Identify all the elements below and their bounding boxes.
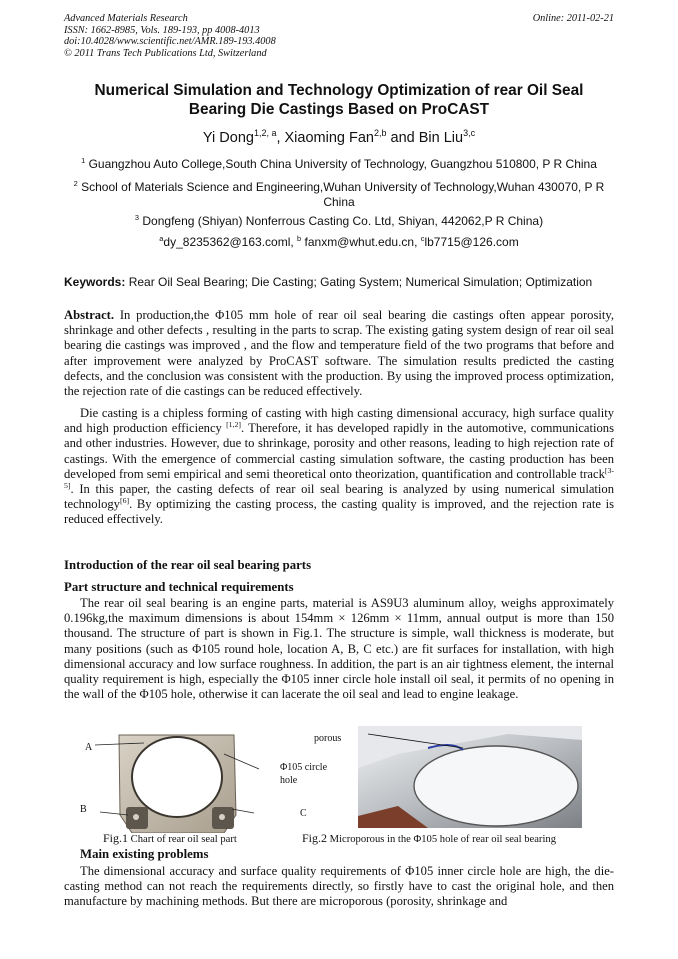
label-c: C: [300, 808, 307, 819]
affiliation-text: School of Materials Science and Engineering,Wuhan University of Technology,Wuhan 430070, P R China: [81, 180, 605, 209]
label-phi105-circle: Φ105 circle: [280, 762, 328, 773]
author-separator: ,: [276, 130, 285, 146]
label-porous: porous: [314, 733, 342, 744]
caption-text: Chart of rear oil seal part: [128, 834, 237, 845]
label-hole: hole: [280, 775, 298, 786]
citation: [3-5]: [64, 465, 614, 490]
copyright-line: © 2011 Trans Tech Publications Ltd, Switzerland: [64, 47, 267, 59]
phi105-hole: [132, 737, 222, 817]
subsection-heading: Part structure and technical requirements: [64, 580, 294, 594]
figure-2-caption: [302, 831, 556, 846]
email-mark: b: [297, 234, 302, 243]
keywords-line: [64, 275, 616, 289]
citation: [1,2]: [226, 420, 242, 430]
title-line-2: Bearing Die Castings Based on ProCAST: [188, 100, 490, 118]
email-line: [64, 235, 614, 250]
author-affiliation-mark: 3,c: [463, 128, 476, 139]
author-separator: and: [386, 130, 419, 146]
subsection-heading: Main existing problems: [80, 847, 209, 861]
intro-text: . In this paper, the casting defects of rear oil seal bearing is analyzed by using numerical simulation technology: [64, 482, 614, 512]
abstract-label: Abstract.: [64, 308, 115, 322]
title-line-1: Numerical Simulation and Technology Optimization of rear Oil Seal: [94, 82, 584, 99]
author-affiliation-mark: 1,2, a: [253, 128, 277, 139]
doi-line: doi:10.4028/www.scientific.net/AMR.189-193.4008: [64, 36, 276, 48]
affiliation-number: 3: [134, 213, 140, 222]
affiliation-2: [64, 180, 614, 209]
label-a: A: [85, 742, 93, 753]
caption-number: Fig.2: [302, 831, 328, 845]
figure-1-caption: [103, 831, 237, 846]
email-text: lb7715@126.com: [424, 235, 519, 249]
structure-paragraph: The rear oil seal bearing is an engine parts, material is AS9U3 aluminum alloy, weighs approximately 0.196kg,the maximum dimensions is about 154mm × 126mm × 11mm, annual output is more than 150 thousand. The structure of part is shown in Fig.1. The structure is simple, wall thickness is moderate, but many positions (such as Φ105 round hole, location A, B, C etc.) are fit surfaces for installation, with high dimensional accuracy and low surface roughness. In addition, the part is an air tightness element, the internal quality requirement is high, especially the Φ105 inner circle hole install oil seal, it permits of no opening in the wall of the Φ105 hole, otherwise it can lacerate the oil seal and lead to engine leakage.: [64, 596, 614, 702]
caption-text: Microporous in the Φ105 hole of rear oil seal bearing: [327, 834, 556, 845]
keywords-text: Rear Oil Seal Bearing; Die Casting; Gating System; Numerical Simulation; Optimization: [125, 275, 593, 289]
affiliation-3: [64, 214, 614, 229]
citation: [6]: [119, 496, 130, 506]
section-heading: Introduction of the rear oil seal bearing parts: [64, 558, 312, 572]
intro-text: Die casting is a chipless forming of casting with high casting dimensional accuracy, high surface quality and high production efficiency: [64, 406, 614, 436]
bore-wall: [414, 746, 578, 826]
intro-paragraph: [64, 406, 614, 528]
abstract-text: In production,the Φ105 mm hole of rear oil seal bearing die castings often appear porosity, shrinkage and other defects , resulting in the parts to scrap. The existing gating system design of rear oil seal bearing die castings was improved , and the flow and temperature field of the two programs that before and after improvement were analyzed by ProCAST software. The simulation results predicted the casting defects, and the conclusion was consistent with the production. By using the improved process optimization, the rejection rate of die castings can be reduced effectively.: [64, 308, 614, 399]
figure-2-microporous-photo: [358, 726, 582, 828]
affiliation-1: [64, 157, 614, 172]
paper-title: [64, 82, 614, 119]
issn-line: ISSN: 1662-8985, Vols. 189-193, pp 4008-4013: [64, 24, 260, 36]
affiliation-number: 2: [73, 179, 78, 188]
keywords-label: Keywords:: [64, 275, 126, 289]
email-mark: a: [159, 234, 164, 243]
problems-paragraph: The dimensional accuracy and surface quality requirements of Φ105 inner circle hole are high, the die-casting method can not reach the requirements directly, so firstly have to cast the original hole, and then manufacture by machining methods. But there are microporous (porosity, shrinkage and: [64, 864, 614, 909]
author-name: Xiaoming Fan: [284, 130, 374, 146]
email-text: fanxm@whut.edu.cn,: [301, 235, 421, 249]
abstract-paragraph: [64, 308, 614, 399]
intro-text: . By optimizing the casting process, the casting quality is improved, and the rejection rate is reduced effectively.: [64, 497, 614, 527]
affiliation-text: Guangzhou Auto College,South China University of Technology, Guangzhou 510800, P R China: [88, 157, 597, 171]
online-date: Online: 2011-02-21: [532, 13, 614, 24]
email-mark: c: [420, 234, 425, 243]
affiliation-text: Dongfeng (Shiyan) Nonferrous Casting Co. Ltd, Shiyan, 442062,P R China): [142, 214, 544, 228]
journal-header: [64, 13, 276, 59]
affiliation-number: 1: [81, 156, 86, 165]
intro-text: . Therefore, it has developed rapidly in the automotive, communications and other industries. However, due to shrinkage, porosity and other reasons, leading to high rejection rate of castings. With the emergence of commercial casting simulation software, the casting production has been developed from semi empirical and semi theoretical onto theorization, quantification and controllable track: [64, 421, 614, 481]
author-list: [64, 130, 614, 146]
journal-name: Advanced Materials Research: [64, 13, 188, 24]
author-name: Bin Liu: [418, 130, 464, 146]
email-text: dy_8235362@163.coml,: [163, 235, 298, 249]
caption-number: Fig.1: [103, 831, 129, 845]
label-b: B: [80, 804, 87, 815]
author-affiliation-mark: 2,b: [373, 128, 387, 139]
author-name: Yi Dong: [202, 130, 254, 146]
